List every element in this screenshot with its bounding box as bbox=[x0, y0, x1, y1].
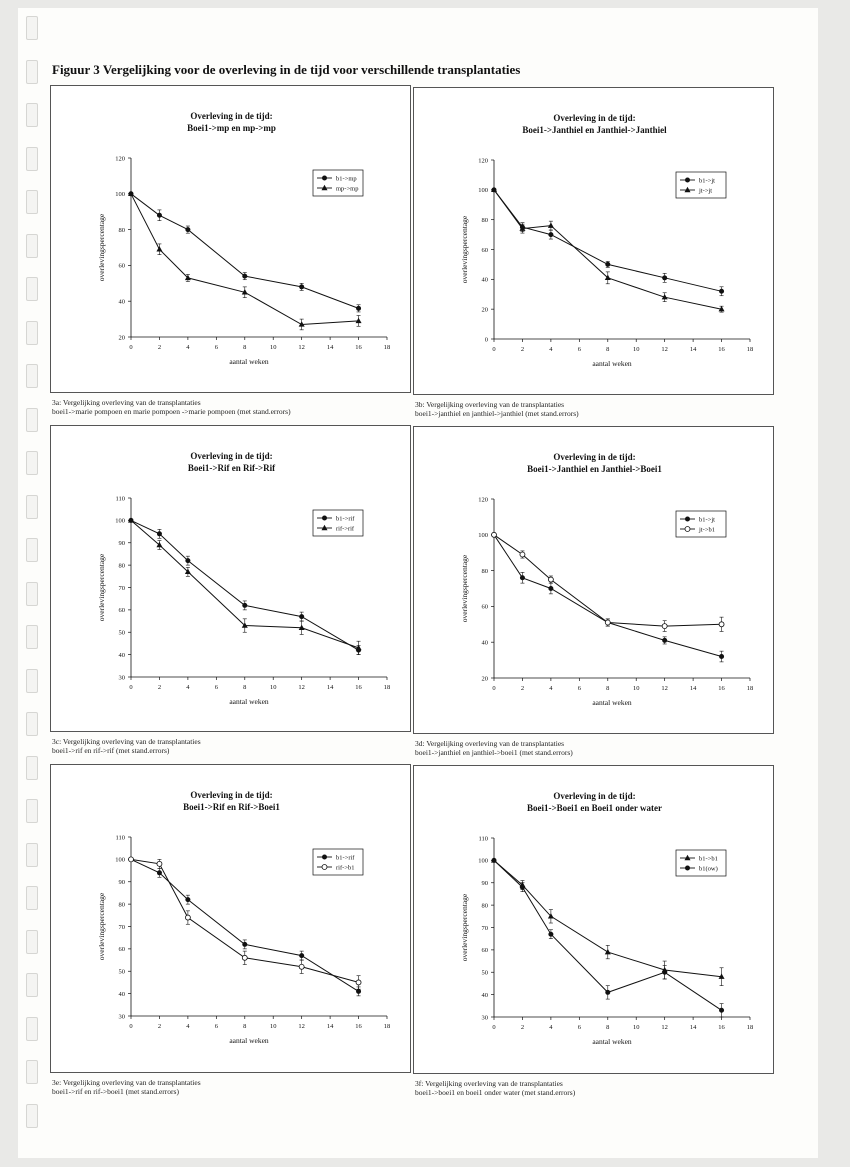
x-tick-label: 10 bbox=[632, 346, 640, 353]
data-point bbox=[185, 558, 190, 563]
series-b1->rif bbox=[129, 857, 362, 996]
legend bbox=[676, 172, 726, 198]
y-tick-label: 50 bbox=[481, 969, 488, 977]
y-tick-label: 90 bbox=[118, 540, 125, 548]
y-tick-label: 70 bbox=[481, 924, 488, 932]
chart-panel-3d bbox=[413, 426, 774, 734]
data-point bbox=[548, 232, 553, 237]
y-tick-label: 100 bbox=[115, 856, 125, 864]
figure-title: Figuur 3 Vergelijking voor de overleving in de tijd voor verschillende transplantaties bbox=[52, 62, 521, 77]
x-tick-label: 18 bbox=[383, 1023, 391, 1030]
chart-svg bbox=[414, 427, 775, 735]
y-tick-label: 50 bbox=[118, 968, 125, 976]
chart-subtitle: Boei1->Janthiel en Janthiel->Boei1 bbox=[527, 464, 662, 474]
y-tick-label: 30 bbox=[118, 674, 125, 682]
data-point bbox=[299, 284, 304, 289]
caption-line: boei1->janthiel en janthiel->boei1 (met stand.errors) bbox=[415, 748, 573, 757]
x-tick-label: 2 bbox=[157, 684, 162, 691]
chart-subtitle: Boei1->Rif en Rif->Rif bbox=[187, 463, 276, 473]
data-point bbox=[520, 885, 525, 890]
x-axis-label: aantal weken bbox=[229, 697, 269, 706]
y-tick-label: 80 bbox=[481, 902, 488, 910]
y-tick-label: 70 bbox=[118, 584, 125, 592]
binder-hole bbox=[26, 60, 38, 84]
data-point bbox=[156, 246, 162, 251]
series-line bbox=[131, 194, 359, 325]
y-tick-label: 110 bbox=[115, 834, 125, 842]
x-tick-label: 2 bbox=[157, 1023, 162, 1030]
x-axis-label: aantal weken bbox=[229, 1036, 269, 1045]
data-point bbox=[242, 603, 247, 608]
y-tick-label: 60 bbox=[118, 262, 125, 270]
binder-hole bbox=[26, 1104, 38, 1128]
data-point bbox=[719, 654, 724, 659]
data-point bbox=[719, 622, 724, 627]
data-point bbox=[492, 532, 497, 537]
chart-panel-3c bbox=[50, 425, 411, 732]
data-point bbox=[520, 575, 525, 580]
x-tick-label: 2 bbox=[520, 685, 525, 692]
y-tick-label: 40 bbox=[118, 990, 125, 998]
x-tick-label: 8 bbox=[606, 346, 610, 353]
series-line bbox=[494, 190, 722, 309]
x-tick-label: 10 bbox=[632, 1024, 640, 1031]
chart-subtitle: Boei1->Rif en Rif->Boei1 bbox=[183, 802, 280, 812]
series-b1->jt bbox=[492, 532, 725, 662]
series-line bbox=[131, 859, 359, 991]
data-point bbox=[685, 527, 690, 532]
data-point bbox=[605, 990, 610, 995]
x-tick-label: 8 bbox=[243, 344, 247, 351]
x-tick-label: 16 bbox=[355, 344, 362, 351]
caption-line: 3c: Vergelijking overleving van de transplantaties bbox=[52, 737, 201, 746]
binder-hole bbox=[26, 538, 38, 562]
y-tick-label: 40 bbox=[481, 276, 488, 284]
binder-hole bbox=[26, 321, 38, 345]
x-tick-label: 10 bbox=[632, 685, 640, 692]
caption-line: 3b: Vergelijking overleving van de transplantaties bbox=[415, 400, 565, 409]
y-tick-label: 20 bbox=[481, 306, 488, 314]
caption-3d bbox=[415, 739, 573, 757]
x-tick-label: 4 bbox=[549, 1024, 553, 1031]
data-point bbox=[322, 516, 327, 521]
x-tick-label: 14 bbox=[689, 685, 697, 692]
chart-title: Overleving in de tijd: bbox=[190, 451, 273, 461]
binder-hole bbox=[26, 1017, 38, 1041]
x-tick-label: 14 bbox=[326, 344, 334, 351]
y-tick-label: 40 bbox=[118, 651, 125, 659]
chart-title: Overleving in de tijd: bbox=[553, 113, 636, 123]
x-tick-label: 14 bbox=[326, 1023, 334, 1030]
data-point bbox=[185, 227, 190, 232]
y-tick-label: 30 bbox=[118, 1013, 125, 1021]
x-tick-label: 18 bbox=[746, 1024, 754, 1031]
legend-entry: jt->jt bbox=[699, 187, 713, 195]
y-tick-label: 80 bbox=[481, 567, 488, 575]
y-tick-label: 40 bbox=[118, 298, 125, 306]
binder-hole bbox=[26, 451, 38, 475]
x-tick-label: 0 bbox=[129, 684, 133, 691]
y-tick-label: 20 bbox=[118, 334, 125, 342]
legend bbox=[676, 850, 726, 876]
data-point bbox=[299, 964, 304, 969]
chart-panel-3e bbox=[50, 764, 411, 1073]
x-tick-label: 6 bbox=[214, 344, 218, 351]
x-tick-label: 0 bbox=[129, 344, 133, 351]
x-tick-label: 0 bbox=[492, 1024, 496, 1031]
caption-line: boei1->rif en rif->rif (met stand.errors) bbox=[52, 746, 170, 755]
x-axis-label: aantal weken bbox=[592, 698, 632, 707]
x-tick-label: 0 bbox=[492, 685, 496, 692]
x-tick-label: 18 bbox=[746, 346, 754, 353]
binder-hole bbox=[26, 1060, 38, 1084]
legend bbox=[313, 510, 363, 536]
data-point bbox=[662, 624, 667, 629]
data-point bbox=[185, 897, 190, 902]
y-tick-label: 80 bbox=[481, 216, 488, 224]
x-tick-label: 16 bbox=[718, 685, 725, 692]
binder-hole bbox=[26, 756, 38, 780]
x-tick-label: 12 bbox=[661, 346, 668, 353]
y-tick-label: 60 bbox=[481, 603, 488, 611]
x-tick-label: 14 bbox=[689, 1024, 697, 1031]
chart-panel-3b bbox=[413, 87, 774, 395]
x-tick-label: 8 bbox=[243, 1023, 247, 1030]
caption-line: 3a: Vergelijking overleving van de transplantaties bbox=[52, 398, 201, 407]
y-tick-label: 120 bbox=[478, 496, 488, 504]
data-point bbox=[157, 870, 162, 875]
binder-hole bbox=[26, 103, 38, 127]
binder-hole bbox=[26, 190, 38, 214]
x-tick-label: 0 bbox=[129, 1023, 133, 1030]
chart-title: Overleving in de tijd: bbox=[190, 790, 273, 800]
data-point bbox=[605, 620, 610, 625]
y-axis-label: overlevingspercentage bbox=[97, 553, 106, 622]
x-axis-label: aantal weken bbox=[592, 359, 632, 368]
x-tick-label: 8 bbox=[606, 1024, 610, 1031]
binder-hole bbox=[26, 886, 38, 910]
binder-hole bbox=[26, 625, 38, 649]
data-point bbox=[299, 614, 304, 619]
y-tick-label: 80 bbox=[118, 226, 125, 234]
x-tick-label: 18 bbox=[383, 344, 391, 351]
legend-entry: b1->rif bbox=[336, 854, 355, 862]
series-mp->mp bbox=[128, 191, 362, 330]
caption-line: 3f: Vergelijking overleving van de transplantaties bbox=[415, 1079, 563, 1088]
binder-hole bbox=[26, 930, 38, 954]
y-tick-label: 30 bbox=[481, 1014, 488, 1022]
y-tick-label: 60 bbox=[481, 947, 488, 955]
caption-line: boei1->janthiel en janthiel->janthiel (met stand.errors) bbox=[415, 409, 579, 418]
binder-hole bbox=[26, 712, 38, 736]
x-tick-label: 10 bbox=[269, 684, 277, 691]
data-point bbox=[605, 262, 610, 267]
legend-entry: b1->jt bbox=[699, 177, 715, 185]
x-tick-label: 16 bbox=[718, 1024, 725, 1031]
x-axis-label: aantal weken bbox=[592, 1037, 632, 1046]
data-point bbox=[719, 1008, 724, 1013]
binder-hole bbox=[26, 16, 38, 40]
data-point bbox=[299, 953, 304, 958]
caption-3a bbox=[52, 398, 291, 416]
legend bbox=[676, 511, 726, 537]
x-tick-label: 18 bbox=[383, 684, 391, 691]
x-tick-label: 12 bbox=[298, 344, 305, 351]
chart-svg bbox=[51, 86, 412, 394]
x-tick-label: 16 bbox=[718, 346, 725, 353]
binder-hole bbox=[26, 364, 38, 388]
series-b1->b1 bbox=[491, 857, 725, 986]
chart-svg bbox=[51, 426, 412, 734]
binder-hole bbox=[26, 973, 38, 997]
y-tick-label: 100 bbox=[478, 857, 488, 865]
data-point bbox=[356, 306, 361, 311]
chart-title: Overleving in de tijd: bbox=[190, 111, 273, 121]
binder-hole bbox=[26, 799, 38, 823]
x-tick-label: 6 bbox=[577, 685, 581, 692]
caption-line: boei1->rif en rif->boei1 (met stand.errors) bbox=[52, 1087, 179, 1096]
legend bbox=[313, 849, 363, 875]
y-tick-label: 100 bbox=[115, 517, 125, 525]
legend-entry: b1->mp bbox=[336, 175, 357, 183]
x-tick-label: 2 bbox=[520, 346, 525, 353]
y-tick-label: 100 bbox=[478, 532, 488, 540]
y-tick-label: 100 bbox=[115, 191, 125, 199]
chart-title: Overleving in de tijd: bbox=[553, 452, 636, 462]
legend-entry: rif->rif bbox=[336, 525, 355, 533]
data-point bbox=[548, 577, 553, 582]
legend-entry: b1(ow) bbox=[699, 865, 718, 873]
chart-title: Overleving in de tijd: bbox=[553, 791, 636, 801]
y-tick-label: 60 bbox=[118, 607, 125, 615]
series-line bbox=[494, 535, 722, 657]
binder-hole bbox=[26, 495, 38, 519]
chart-subtitle: Boei1->Boei1 en Boei1 onder water bbox=[527, 803, 662, 813]
chart-svg bbox=[51, 765, 412, 1073]
y-axis-label: overlevingspercentage bbox=[97, 892, 106, 961]
chart-panel-3f bbox=[413, 765, 774, 1074]
binder-hole bbox=[26, 234, 38, 258]
binder-hole bbox=[26, 408, 38, 432]
data-point bbox=[685, 517, 690, 522]
legend-entry: jt->b1 bbox=[699, 526, 715, 534]
x-tick-label: 8 bbox=[606, 685, 610, 692]
data-point bbox=[356, 989, 361, 994]
x-tick-label: 18 bbox=[746, 685, 754, 692]
caption-3e bbox=[52, 1078, 201, 1096]
data-point bbox=[322, 855, 327, 860]
x-tick-label: 10 bbox=[269, 344, 277, 351]
x-tick-label: 10 bbox=[269, 1023, 277, 1030]
y-axis-label: overlevingspercentage bbox=[460, 554, 469, 623]
y-tick-label: 90 bbox=[481, 880, 488, 888]
caption-line: 3d: Vergelijking overleving van de transplantaties bbox=[415, 739, 565, 748]
legend-entry: b1->b1 bbox=[699, 855, 718, 863]
data-point bbox=[242, 274, 247, 279]
x-tick-label: 12 bbox=[661, 1024, 668, 1031]
binder-hole bbox=[26, 843, 38, 867]
data-point bbox=[242, 942, 247, 947]
data-point bbox=[185, 915, 190, 920]
caption-line: 3e: Vergelijking overleving van de transplantaties bbox=[52, 1078, 201, 1087]
data-point bbox=[520, 552, 525, 557]
y-tick-label: 90 bbox=[118, 879, 125, 887]
x-tick-label: 6 bbox=[214, 1023, 218, 1030]
y-tick-label: 120 bbox=[478, 157, 488, 165]
y-axis-label: overlevingspercentage bbox=[97, 213, 106, 282]
x-tick-label: 4 bbox=[549, 346, 553, 353]
binder-hole bbox=[26, 147, 38, 171]
legend-entry: rif->b1 bbox=[336, 864, 355, 872]
y-tick-label: 60 bbox=[118, 946, 125, 954]
data-point bbox=[548, 586, 553, 591]
y-tick-label: 70 bbox=[118, 923, 125, 931]
chart-panel-3a bbox=[50, 85, 411, 393]
data-point bbox=[356, 318, 362, 323]
x-tick-label: 2 bbox=[520, 1024, 525, 1031]
y-tick-label: 100 bbox=[478, 187, 488, 195]
binder-holes bbox=[26, 16, 42, 1146]
binder-hole bbox=[26, 582, 38, 606]
x-tick-label: 12 bbox=[298, 1023, 305, 1030]
chart-svg bbox=[414, 766, 775, 1074]
data-point bbox=[356, 980, 361, 985]
y-tick-label: 40 bbox=[481, 639, 488, 647]
x-tick-label: 4 bbox=[186, 344, 190, 351]
x-tick-label: 6 bbox=[214, 684, 218, 691]
data-point bbox=[662, 970, 667, 975]
y-tick-label: 50 bbox=[118, 629, 125, 637]
x-tick-label: 12 bbox=[661, 685, 668, 692]
x-tick-label: 4 bbox=[549, 685, 553, 692]
caption-line: boei1->boei1 en boei1 onder water (met stand.errors) bbox=[415, 1088, 576, 1097]
series-b1->rif bbox=[129, 518, 362, 655]
y-tick-label: 20 bbox=[481, 675, 488, 683]
legend-entry: b1->jt bbox=[699, 516, 715, 524]
x-tick-label: 2 bbox=[157, 344, 162, 351]
y-tick-label: 80 bbox=[118, 562, 125, 570]
y-tick-label: 40 bbox=[481, 991, 488, 999]
data-point bbox=[157, 531, 162, 536]
x-tick-label: 6 bbox=[577, 346, 581, 353]
y-tick-label: 60 bbox=[481, 246, 488, 254]
x-tick-label: 16 bbox=[355, 684, 362, 691]
series-jt->b1 bbox=[492, 532, 725, 631]
chart-subtitle: Boei1->Janthiel en Janthiel->Janthiel bbox=[522, 125, 667, 135]
x-tick-label: 4 bbox=[186, 1023, 190, 1030]
data-point bbox=[242, 955, 247, 960]
caption-line: boei1->marie pompoen en marie pompoen ->marie pompoen (met stand.errors) bbox=[52, 407, 291, 416]
data-point bbox=[662, 638, 667, 643]
x-axis-label: aantal weken bbox=[229, 357, 269, 366]
data-point bbox=[322, 865, 327, 870]
y-tick-label: 0 bbox=[484, 336, 488, 344]
binder-hole bbox=[26, 277, 38, 301]
caption-3c bbox=[52, 737, 201, 755]
y-tick-label: 80 bbox=[118, 901, 125, 909]
chart-subtitle: Boei1->mp en mp->mp bbox=[187, 123, 276, 133]
x-tick-label: 16 bbox=[355, 1023, 362, 1030]
series-jt->jt bbox=[491, 187, 725, 313]
caption-3b bbox=[415, 400, 579, 418]
x-tick-label: 14 bbox=[326, 684, 334, 691]
data-point bbox=[685, 178, 690, 183]
data-point bbox=[605, 949, 611, 954]
series-b1(ow) bbox=[492, 858, 725, 1017]
legend bbox=[313, 170, 363, 196]
data-point bbox=[129, 857, 134, 862]
x-tick-label: 14 bbox=[689, 346, 697, 353]
x-tick-label: 6 bbox=[577, 1024, 581, 1031]
chart-svg bbox=[414, 88, 775, 396]
y-axis-label: overlevingspercentage bbox=[460, 215, 469, 284]
caption-3f bbox=[415, 1079, 575, 1097]
data-point bbox=[157, 213, 162, 218]
y-tick-label: 110 bbox=[115, 495, 125, 503]
data-point bbox=[662, 275, 667, 280]
data-point bbox=[322, 176, 327, 181]
series-line bbox=[494, 860, 722, 976]
y-tick-label: 110 bbox=[478, 835, 488, 843]
x-tick-label: 0 bbox=[492, 346, 496, 353]
legend-entry: mp->mp bbox=[336, 185, 359, 193]
y-tick-label: 120 bbox=[115, 155, 125, 163]
data-point bbox=[719, 289, 724, 294]
data-point bbox=[548, 932, 553, 937]
data-point bbox=[157, 861, 162, 866]
x-tick-label: 8 bbox=[243, 684, 247, 691]
y-axis-label: overlevingspercentage bbox=[460, 893, 469, 962]
binder-hole bbox=[26, 669, 38, 693]
x-tick-label: 12 bbox=[298, 684, 305, 691]
legend-entry: b1->rif bbox=[336, 515, 355, 523]
x-tick-label: 4 bbox=[186, 684, 190, 691]
data-point bbox=[685, 866, 690, 871]
data-point bbox=[548, 222, 554, 227]
data-point bbox=[492, 858, 497, 863]
